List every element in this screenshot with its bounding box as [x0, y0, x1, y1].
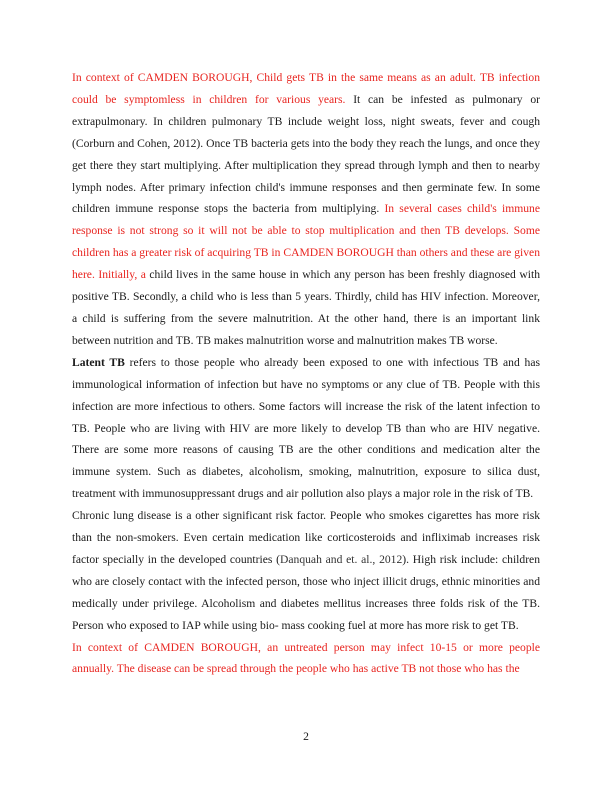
paragraph-latent-tb — [72, 352, 540, 505]
paragraph-child-tb — [72, 67, 540, 352]
citation: Danquah and et. al., 2012 — [280, 552, 403, 566]
latent-tb-term: Latent TB — [72, 355, 125, 369]
page-number: 2 — [303, 730, 309, 743]
body-sentence: Chronic lung disease is a other significant risk factor. People who smokes cigarettes has more risk than the non-smokers. Even certain medication like corticosteroids and infliximab increases risk factor specially in the developed countries ( — [72, 509, 540, 566]
body-sentence: ). High risk include: children who are closely contact with the infected person, those who inject illicit drugs, ethnic minorities and medically under privilege. Alcoholism and diabetes mellitus increases three folds risk of the TB. Person who exposed to IAP while using bio- mass cooking fuel at more has more risk to get TB. — [72, 552, 541, 632]
highlighted-text: In context of CAMDEN BOROUGH, Child gets TB in the same means as an adult. TB infection could be symptomless in children for various years. — [72, 71, 540, 106]
highlighted-text: In several cases child's immune response is not strong so it will not be able to stop multiplication and then TB develops. Some children has a greater risk of acquiring TB in CAMDEN BOROUGH than others and these are given here. Initially, a — [72, 202, 540, 282]
body-sentence: refers to those people who already been exposed to one with infectious TB and has immunological information of infection but have no symptoms or any clue of TB. People with this infection are more infectious to others. Some factors will increase the risk of the latent infection to TB. People who are living with HIV are more likely to develop TB than who are HIV negative. There are some more reasons of causing TB are the other conditions and medication alter the immune system. Such as diabetes, alcoholism, smoking, malnutrition, exposure to silica dust, treatment with immunosuppressant drugs and air pollution also plays a major role in the risk of TB. — [72, 355, 540, 501]
body-text — [72, 67, 540, 680]
highlighted-text: In context of CAMDEN BOROUGH, an untreated person may infect 10-15 or more people annually. The disease can be spread through the people who has active TB not those who has the — [72, 640, 540, 676]
paragraph-chronic-lung-disease — [72, 505, 540, 636]
body-sentence: It can be infested as pulmonary or extrapulmonary. In children pulmonary TB include weight loss, night sweats, fever and cough (Corburn and Cohen, 2012). Once TB bacteria gets into the body they reach the lungs, and once they get there they start multiplying. After multiplication they spread through lymph and then to nearby lymph nodes. After primary infection child's immune responses and then germinate few. In some children immune response stops the bacteria from multiplying. — [72, 92, 540, 216]
paragraph-untreated-person — [72, 637, 540, 681]
body-sentence: child lives in the same house in which any person has been freshly diagnosed with positive TB. Secondly, a child who is less than 5 years. Thirdly, child has HIV infection. Moreover, a child is suffering from the severe malnutrition. At the other hand, there is an important link between nutrition and TB. TB makes malnutrition worse and malnutrition makes TB worse. — [72, 268, 540, 347]
